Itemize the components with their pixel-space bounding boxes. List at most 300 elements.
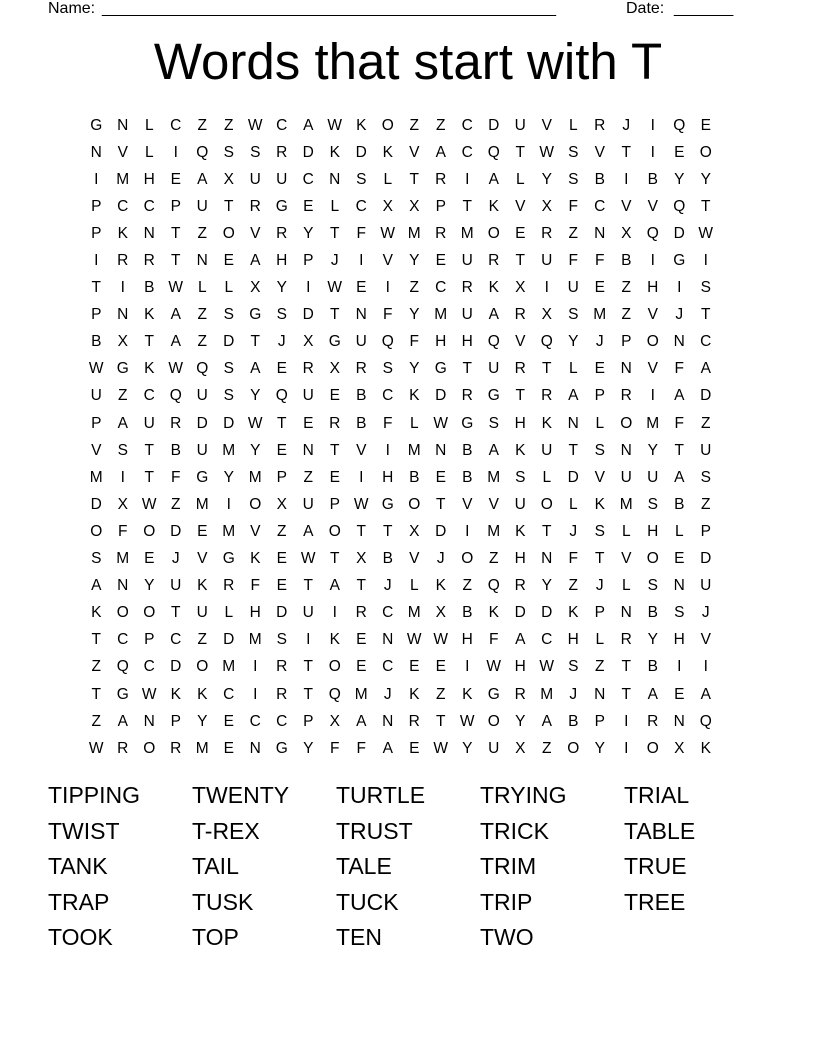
grid-letter[interactable]: R (541, 224, 553, 242)
grid-letter[interactable]: E (594, 279, 605, 297)
grid-letter[interactable]: V (250, 224, 261, 242)
grid-letter[interactable]: T (701, 306, 711, 324)
grid-letter[interactable]: O (328, 522, 341, 540)
grid-letter[interactable]: P (276, 468, 287, 486)
grid-letter[interactable]: A (674, 468, 685, 486)
grid-letter[interactable]: M (222, 522, 236, 540)
grid-letter[interactable]: E (197, 522, 208, 540)
grid-letter[interactable]: Y (409, 360, 420, 378)
grid-letter[interactable]: I (332, 604, 337, 622)
grid-letter[interactable]: Z (489, 550, 499, 568)
grid-letter[interactable]: R (276, 143, 288, 161)
grid-letter[interactable]: D (170, 658, 182, 676)
grid-letter[interactable]: X (541, 306, 552, 324)
grid-letter[interactable]: Y (303, 739, 314, 757)
grid-letter[interactable]: B (462, 468, 473, 486)
grid-letter[interactable]: K (250, 550, 261, 568)
grid-letter[interactable]: E (223, 739, 234, 757)
grid-letter[interactable]: D (223, 333, 235, 351)
grid-letter[interactable]: Y (594, 739, 605, 757)
grid-letter[interactable]: W (141, 495, 157, 513)
grid-letter[interactable]: P (621, 333, 632, 351)
grid-letter[interactable]: J (436, 550, 445, 568)
grid-letter[interactable]: C (382, 658, 394, 676)
grid-letter[interactable]: G (275, 197, 288, 215)
grid-letter[interactable]: C (249, 712, 261, 730)
grid-letter[interactable]: G (275, 739, 288, 757)
grid-letter[interactable]: D (302, 143, 314, 161)
grid-letter[interactable]: Y (276, 279, 287, 297)
grid-letter[interactable]: S (223, 387, 234, 405)
grid-letter[interactable]: A (488, 441, 499, 459)
grid-letter[interactable]: I (677, 658, 682, 676)
grid-letter[interactable]: C (170, 631, 182, 649)
grid-letter[interactable]: R (276, 224, 288, 242)
grid-letter[interactable]: R (514, 360, 526, 378)
grid-letter[interactable]: O (143, 739, 156, 757)
grid-letter[interactable]: O (328, 658, 341, 676)
grid-letter[interactable]: E (170, 170, 181, 188)
grid-letter[interactable]: T (171, 604, 181, 622)
grid-letter[interactable]: N (620, 360, 632, 378)
grid-letter[interactable]: N (329, 170, 341, 188)
grid-letter[interactable]: H (514, 658, 526, 676)
grid-letter[interactable]: V (515, 197, 526, 215)
grid-letter[interactable]: G (487, 685, 500, 703)
grid-letter[interactable]: K (409, 387, 420, 405)
grid-letter[interactable]: Z (436, 116, 446, 134)
grid-letter[interactable]: K (91, 604, 102, 622)
grid-letter[interactable]: W (698, 224, 714, 242)
grid-letter[interactable]: M (407, 441, 421, 459)
grid-letter[interactable]: F (383, 306, 393, 324)
grid-letter[interactable]: S (223, 306, 234, 324)
grid-letter[interactable]: L (568, 360, 578, 378)
grid-letter[interactable]: O (646, 333, 659, 351)
grid-letter[interactable]: S (117, 441, 128, 459)
grid-letter[interactable]: X (674, 739, 685, 757)
grid-letter[interactable]: M (354, 685, 368, 703)
grid-letter[interactable]: Q (540, 333, 553, 351)
grid-letter[interactable]: L (144, 116, 154, 134)
grid-letter[interactable]: P (594, 604, 605, 622)
grid-letter[interactable]: O (143, 604, 156, 622)
grid-letter[interactable]: N (196, 252, 208, 270)
grid-letter[interactable]: P (435, 197, 446, 215)
grid-letter[interactable]: E (303, 414, 314, 432)
grid-letter[interactable]: V (409, 550, 420, 568)
grid-letter[interactable]: N (435, 441, 447, 459)
grid-letter[interactable]: T (595, 550, 605, 568)
grid-letter[interactable]: P (329, 495, 340, 513)
grid-letter[interactable]: Z (568, 224, 578, 242)
grid-letter[interactable]: F (568, 252, 578, 270)
grid-letter[interactable]: W (539, 658, 555, 676)
grid-letter[interactable]: D (302, 306, 314, 324)
grid-letter[interactable]: O (381, 116, 394, 134)
grid-letter[interactable]: O (249, 495, 262, 513)
grid-letter[interactable]: M (222, 658, 236, 676)
grid-letter[interactable]: P (170, 712, 181, 730)
grid-letter[interactable]: L (330, 197, 340, 215)
grid-letter[interactable]: K (117, 224, 128, 242)
grid-letter[interactable]: B (647, 604, 658, 622)
grid-letter[interactable]: S (700, 468, 711, 486)
grid-letter[interactable]: M (248, 631, 262, 649)
grid-letter[interactable]: D (170, 522, 182, 540)
grid-letter[interactable]: S (356, 170, 367, 188)
grid-letter[interactable]: R (276, 685, 288, 703)
grid-letter[interactable]: B (91, 333, 102, 351)
grid-letter[interactable]: T (621, 143, 631, 161)
grid-letter[interactable]: X (382, 197, 393, 215)
grid-letter[interactable]: Z (462, 577, 472, 595)
grid-letter[interactable]: K (409, 685, 420, 703)
grid-letter[interactable]: R (408, 712, 420, 730)
grid-letter[interactable]: V (647, 360, 658, 378)
grid-letter[interactable]: V (462, 495, 473, 513)
grid-letter[interactable]: B (409, 468, 420, 486)
grid-letter[interactable]: K (144, 360, 155, 378)
grid-letter[interactable]: S (568, 306, 579, 324)
grid-letter[interactable]: U (302, 387, 314, 405)
grid-letter[interactable]: E (144, 550, 155, 568)
grid-letter[interactable]: T (171, 252, 181, 270)
grid-letter[interactable]: H (647, 279, 659, 297)
grid-letter[interactable]: T (568, 441, 578, 459)
grid-letter[interactable]: Y (700, 170, 711, 188)
grid-letter[interactable]: G (461, 414, 474, 432)
grid-letter[interactable]: S (647, 495, 658, 513)
grid-letter[interactable]: H (276, 252, 288, 270)
grid-letter[interactable]: R (117, 739, 129, 757)
grid-letter[interactable]: Z (701, 495, 711, 513)
grid-letter[interactable]: T (330, 550, 340, 568)
grid-letter[interactable]: R (170, 414, 182, 432)
grid-letter[interactable]: X (409, 197, 420, 215)
grid-letter[interactable]: E (435, 252, 446, 270)
grid-letter[interactable]: Z (568, 577, 578, 595)
grid-letter[interactable]: J (330, 252, 339, 270)
grid-letter[interactable]: A (541, 712, 552, 730)
grid-letter[interactable]: C (355, 197, 367, 215)
grid-letter[interactable]: M (222, 441, 236, 459)
grid-letter[interactable]: T (542, 360, 552, 378)
grid-letter[interactable]: U (143, 414, 155, 432)
grid-letter[interactable]: B (647, 658, 658, 676)
grid-letter[interactable]: V (91, 441, 102, 459)
grid-letter[interactable]: R (143, 252, 155, 270)
grid-letter[interactable]: D (435, 522, 447, 540)
grid-letter[interactable]: S (223, 143, 234, 161)
grid-letter[interactable]: L (568, 116, 578, 134)
grid-letter[interactable]: I (650, 116, 655, 134)
grid-letter[interactable]: N (143, 224, 155, 242)
grid-letter[interactable]: Y (303, 224, 314, 242)
grid-letter[interactable]: P (594, 387, 605, 405)
grid-letter[interactable]: T (356, 577, 366, 595)
grid-letter[interactable]: M (646, 414, 660, 432)
grid-letter[interactable]: D (567, 468, 579, 486)
grid-letter[interactable]: R (355, 604, 367, 622)
grid-letter[interactable]: A (488, 170, 499, 188)
grid-letter[interactable]: Z (621, 306, 631, 324)
grid-letter[interactable]: J (595, 577, 604, 595)
grid-letter[interactable]: I (306, 631, 311, 649)
grid-letter[interactable]: R (620, 387, 632, 405)
grid-letter[interactable]: G (328, 333, 341, 351)
grid-letter[interactable]: H (514, 550, 526, 568)
grid-letter[interactable]: T (383, 522, 393, 540)
grid-letter[interactable]: D (223, 631, 235, 649)
grid-letter[interactable]: Y (647, 631, 658, 649)
grid-letter[interactable]: Q (381, 333, 394, 351)
grid-letter[interactable]: M (407, 224, 421, 242)
grid-letter[interactable]: Y (647, 441, 658, 459)
grid-letter[interactable]: K (594, 495, 605, 513)
grid-letter[interactable]: F (595, 252, 605, 270)
grid-letter[interactable]: A (117, 414, 128, 432)
grid-letter[interactable]: C (143, 658, 155, 676)
grid-letter[interactable]: E (435, 468, 446, 486)
grid-letter[interactable]: A (303, 522, 314, 540)
grid-letter[interactable]: H (567, 631, 579, 649)
grid-letter[interactable]: R (620, 631, 632, 649)
grid-letter[interactable]: Z (118, 387, 128, 405)
grid-letter[interactable]: C (117, 197, 129, 215)
grid-letter[interactable]: Z (197, 116, 207, 134)
grid-letter[interactable]: Z (303, 468, 313, 486)
grid-letter[interactable]: N (117, 306, 129, 324)
grid-letter[interactable]: F (383, 414, 393, 432)
grid-letter[interactable]: X (250, 279, 261, 297)
grid-letter[interactable]: Q (196, 143, 209, 161)
grid-letter[interactable]: G (381, 495, 394, 513)
grid-letter[interactable]: F (118, 522, 128, 540)
grid-letter[interactable]: N (541, 550, 553, 568)
grid-letter[interactable]: W (327, 279, 343, 297)
grid-letter[interactable]: T (277, 414, 287, 432)
grid-letter[interactable]: A (170, 333, 181, 351)
grid-letter[interactable]: P (91, 224, 102, 242)
grid-letter[interactable]: I (465, 658, 470, 676)
grid-letter[interactable]: W (247, 116, 263, 134)
grid-letter[interactable]: B (647, 170, 658, 188)
grid-letter[interactable]: S (276, 631, 287, 649)
grid-letter[interactable]: K (515, 441, 526, 459)
grid-letter[interactable]: I (544, 279, 549, 297)
grid-letter[interactable]: Y (674, 170, 685, 188)
grid-letter[interactable]: V (621, 550, 632, 568)
grid-letter[interactable]: W (380, 224, 396, 242)
grid-letter[interactable]: O (567, 739, 580, 757)
grid-letter[interactable]: T (171, 224, 181, 242)
grid-letter[interactable]: R (488, 252, 500, 270)
grid-letter[interactable]: K (435, 577, 446, 595)
grid-letter[interactable]: R (329, 414, 341, 432)
grid-letter[interactable]: S (91, 550, 102, 568)
grid-letter[interactable]: O (408, 495, 421, 513)
grid-letter[interactable]: T (91, 279, 101, 297)
grid-letter[interactable]: B (594, 170, 605, 188)
grid-letter[interactable]: U (647, 468, 659, 486)
grid-letter[interactable]: K (488, 279, 499, 297)
grid-letter[interactable]: V (197, 550, 208, 568)
grid-letter[interactable]: T (621, 658, 631, 676)
grid-letter[interactable]: U (514, 116, 526, 134)
grid-letter[interactable]: F (330, 739, 340, 757)
grid-letter[interactable]: L (568, 495, 578, 513)
grid-letter[interactable]: V (700, 631, 711, 649)
grid-letter[interactable]: C (382, 387, 394, 405)
grid-letter[interactable]: N (594, 224, 606, 242)
grid-letter[interactable]: Q (699, 712, 712, 730)
grid-letter[interactable]: T (515, 252, 525, 270)
grid-letter[interactable]: X (435, 604, 446, 622)
grid-letter[interactable]: Z (621, 279, 631, 297)
grid-letter[interactable]: I (703, 658, 708, 676)
grid-letter[interactable]: P (700, 522, 711, 540)
grid-letter[interactable]: D (673, 224, 685, 242)
grid-letter[interactable]: Z (197, 333, 207, 351)
grid-letter[interactable]: P (91, 414, 102, 432)
grid-letter[interactable]: C (223, 685, 235, 703)
grid-letter[interactable]: Y (515, 712, 526, 730)
grid-letter[interactable]: R (461, 387, 473, 405)
grid-letter[interactable]: N (620, 441, 632, 459)
grid-letter[interactable]: D (700, 550, 712, 568)
grid-letter[interactable]: K (197, 577, 208, 595)
grid-letter[interactable]: Q (673, 116, 686, 134)
grid-letter[interactable]: A (382, 739, 393, 757)
grid-letter[interactable]: A (250, 360, 261, 378)
grid-letter[interactable]: E (303, 197, 314, 215)
grid-letter[interactable]: E (674, 685, 685, 703)
grid-letter[interactable]: I (94, 170, 99, 188)
grid-letter[interactable]: I (677, 279, 682, 297)
grid-letter[interactable]: S (568, 658, 579, 676)
grid-letter[interactable]: U (302, 604, 314, 622)
grid-letter[interactable]: Y (144, 577, 155, 595)
grid-letter[interactable]: M (540, 685, 554, 703)
grid-letter[interactable]: C (541, 631, 553, 649)
grid-letter[interactable]: N (90, 143, 102, 161)
grid-letter[interactable]: R (514, 685, 526, 703)
grid-letter[interactable]: Y (409, 252, 420, 270)
grid-letter[interactable]: X (223, 170, 234, 188)
grid-letter[interactable]: Y (568, 333, 579, 351)
grid-letter[interactable]: O (143, 522, 156, 540)
grid-letter[interactable]: X (276, 495, 287, 513)
grid-letter[interactable]: R (249, 197, 261, 215)
grid-letter[interactable]: I (385, 279, 390, 297)
grid-letter[interactable]: O (487, 224, 500, 242)
grid-letter[interactable]: M (195, 495, 209, 513)
grid-letter[interactable]: E (329, 387, 340, 405)
grid-letter[interactable]: C (143, 387, 155, 405)
grid-letter[interactable]: S (488, 414, 499, 432)
grid-letter[interactable]: N (673, 712, 685, 730)
grid-letter[interactable]: N (673, 333, 685, 351)
grid-letter[interactable]: N (594, 685, 606, 703)
grid-letter[interactable]: C (435, 279, 447, 297)
grid-letter[interactable]: E (674, 143, 685, 161)
grid-letter[interactable]: S (674, 604, 685, 622)
date-blank-line[interactable]: _______ (674, 0, 733, 17)
grid-letter[interactable]: R (514, 577, 526, 595)
grid-letter[interactable]: Z (277, 522, 287, 540)
grid-letter[interactable]: F (568, 197, 578, 215)
grid-letter[interactable]: M (89, 468, 103, 486)
grid-letter[interactable]: K (700, 739, 711, 757)
grid-letter[interactable]: E (276, 360, 287, 378)
grid-letter[interactable]: A (303, 116, 314, 134)
grid-letter[interactable]: M (487, 468, 501, 486)
grid-letter[interactable]: O (646, 550, 659, 568)
grid-letter[interactable]: Y (197, 712, 208, 730)
grid-letter[interactable]: G (487, 387, 500, 405)
grid-letter[interactable]: U (196, 387, 208, 405)
grid-letter[interactable]: W (433, 739, 449, 757)
grid-letter[interactable]: R (647, 712, 659, 730)
grid-letter[interactable]: K (329, 143, 340, 161)
grid-letter[interactable]: X (515, 739, 526, 757)
grid-letter[interactable]: Z (197, 631, 207, 649)
grid-letter[interactable]: Z (409, 116, 419, 134)
grid-letter[interactable]: L (197, 279, 207, 297)
grid-letter[interactable]: V (647, 306, 658, 324)
grid-letter[interactable]: L (224, 604, 234, 622)
grid-letter[interactable]: N (673, 577, 685, 595)
grid-letter[interactable]: Y (541, 170, 552, 188)
grid-letter[interactable]: F (409, 333, 419, 351)
grid-letter[interactable]: J (569, 685, 578, 703)
grid-letter[interactable]: I (359, 468, 364, 486)
grid-letter[interactable]: N (302, 441, 314, 459)
grid-letter[interactable]: U (461, 252, 473, 270)
grid-letter[interactable]: F (356, 739, 366, 757)
grid-letter[interactable]: X (356, 550, 367, 568)
grid-letter[interactable]: T (356, 522, 366, 540)
grid-letter[interactable]: A (700, 685, 711, 703)
grid-letter[interactable]: T (674, 441, 684, 459)
grid-letter[interactable]: I (650, 252, 655, 270)
grid-letter[interactable]: A (488, 306, 499, 324)
grid-letter[interactable]: V (541, 116, 552, 134)
grid-letter[interactable]: C (143, 197, 155, 215)
grid-letter[interactable]: M (434, 306, 448, 324)
grid-letter[interactable]: V (250, 522, 261, 540)
grid-letter[interactable]: X (621, 224, 632, 242)
grid-letter[interactable]: Z (171, 495, 181, 513)
grid-letter[interactable]: Y (223, 468, 234, 486)
grid-letter[interactable]: B (356, 414, 367, 432)
grid-letter[interactable]: H (647, 522, 659, 540)
grid-letter[interactable]: Y (541, 577, 552, 595)
grid-letter[interactable]: Z (542, 739, 552, 757)
grid-letter[interactable]: H (461, 333, 473, 351)
grid-letter[interactable]: E (515, 224, 526, 242)
grid-letter[interactable]: A (250, 252, 261, 270)
grid-letter[interactable]: X (541, 197, 552, 215)
grid-letter[interactable]: W (459, 712, 475, 730)
grid-letter[interactable]: U (700, 441, 712, 459)
grid-letter[interactable]: A (117, 712, 128, 730)
grid-letter[interactable]: C (302, 170, 314, 188)
grid-letter[interactable]: J (622, 116, 631, 134)
grid-letter[interactable]: I (120, 279, 125, 297)
grid-letter[interactable]: K (488, 197, 499, 215)
